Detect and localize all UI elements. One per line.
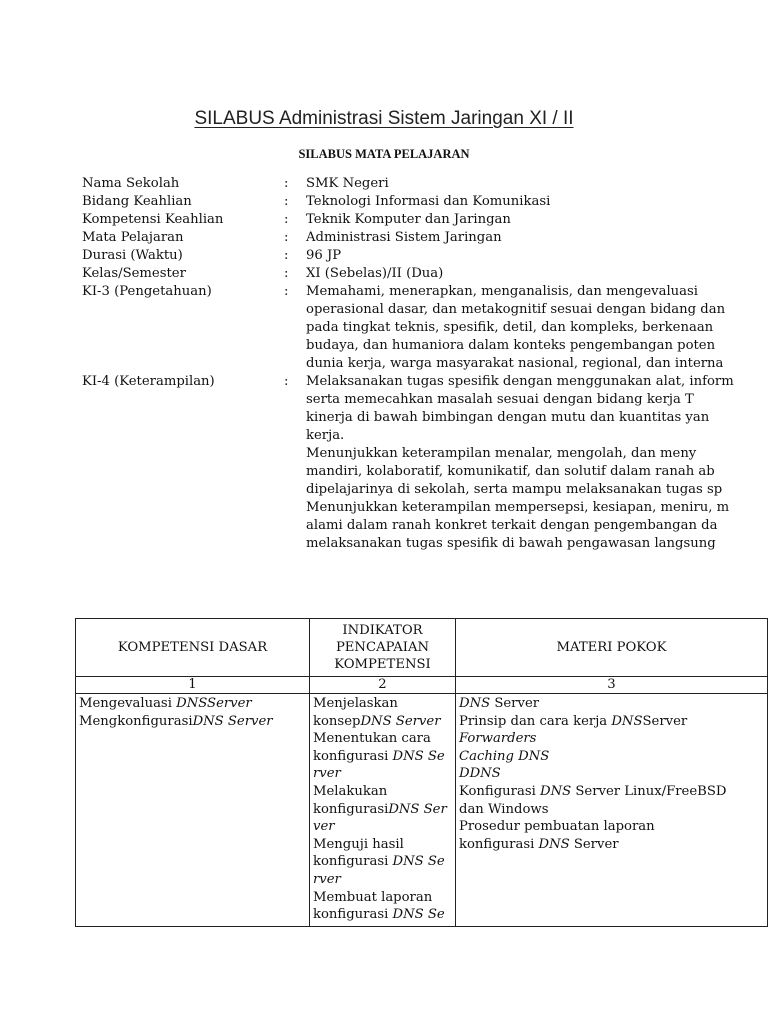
- indikator-cell: [310, 694, 456, 927]
- info-value-line: operasional dasar, dan metakognitif sesuai dengan bidang dan: [306, 302, 726, 317]
- text-run: DNS: [611, 713, 643, 729]
- materi-pokok-line: [459, 748, 764, 766]
- text-run: ver: [313, 819, 335, 835]
- indikator-line: [313, 801, 452, 819]
- info-value-line: dipelajarinya di sekolah, serta mampu melaksanakan tugas sp: [306, 482, 723, 497]
- info-label: Kompetensi Keahlian: [82, 212, 224, 227]
- info-label: KI-4 (Keterampilan): [82, 374, 215, 389]
- info-value-line: Administrasi Sistem Jaringan: [306, 230, 502, 245]
- info-value-line: Menunjukkan keterampilan mempersepsi, kesiapan, meniru, m: [306, 500, 730, 515]
- text-run: Mengkonfigurasi: [79, 713, 193, 729]
- indikator-line: [313, 730, 452, 748]
- info-colon: :: [284, 266, 289, 281]
- text-run: Caching DNS: [459, 748, 550, 764]
- document-subtitle: SILABUS MATA PELAJARAN: [298, 147, 470, 161]
- info-value-line: Teknik Komputer dan Jaringan: [306, 212, 511, 227]
- indikator-line: [313, 836, 452, 854]
- text-run: Menentukan cara: [313, 731, 431, 747]
- text-run: DNS Server: [192, 713, 273, 729]
- kompetensi-dasar-cell: [76, 694, 310, 927]
- indikator-line: [313, 748, 452, 766]
- text-run: Forwarders: [459, 731, 537, 747]
- text-run: konfigurasi: [313, 801, 389, 817]
- indikator-line: [313, 871, 452, 889]
- text-run: DNS Ser: [388, 801, 447, 817]
- text-run: Konfigurasi: [459, 783, 541, 799]
- text-run: Membuat laporan: [313, 889, 433, 905]
- materi-pokok-line: [459, 783, 764, 801]
- text-run: konsep: [313, 713, 361, 729]
- text-run: Server: [642, 713, 688, 729]
- materi-pokok-cell: [456, 694, 768, 927]
- text-run: Prinsip dan cara kerja: [459, 713, 612, 729]
- text-run: DNS: [540, 783, 572, 799]
- info-value-line: 96 JP: [306, 248, 342, 263]
- info-value-line: melaksanakan tugas spesifik di bawah pengawasan langsung: [306, 536, 716, 551]
- indikator-line: [313, 818, 452, 836]
- text-run: Server: [569, 836, 619, 852]
- info-value: [306, 265, 768, 283]
- info-block: [82, 175, 768, 553]
- text-run: DNS Se: [392, 854, 445, 870]
- table-number-row: [76, 677, 768, 694]
- table-row: [76, 694, 768, 927]
- info-colon: :: [284, 248, 289, 263]
- text-run: konfigurasi: [313, 907, 393, 923]
- info-colon: :: [284, 212, 289, 227]
- info-value: [306, 175, 768, 193]
- info-row: [82, 373, 768, 553]
- indikator-line: [313, 695, 452, 713]
- header-indikator-line: KOMPETENSI: [334, 657, 431, 672]
- info-value-line: Teknologi Informasi dan Komunikasi: [306, 194, 551, 209]
- info-label: Durasi (Waktu): [82, 248, 183, 263]
- info-value: [306, 229, 768, 247]
- syllabus-table: [75, 618, 768, 927]
- kompetensi-dasar-line: [79, 713, 306, 731]
- header-indikator: [310, 619, 456, 677]
- text-run: rver: [313, 871, 341, 887]
- info-row: [82, 211, 768, 229]
- info-row: [82, 193, 768, 211]
- column-number: 3: [456, 677, 768, 694]
- text-run: DNS: [459, 696, 491, 711]
- text-run: Mengevaluasi: [79, 696, 177, 711]
- text-run: Menguji hasil: [313, 836, 404, 852]
- table-header-row: [76, 619, 768, 677]
- text-run: Server Linux/FreeBSD: [571, 783, 727, 799]
- text-run: rver: [313, 766, 341, 782]
- text-run: Menjelaskan: [313, 696, 398, 711]
- info-value-line: kerja.: [306, 428, 345, 443]
- materi-pokok-line: [459, 730, 764, 748]
- text-run: Prosedur pembuatan laporan: [459, 819, 655, 835]
- header-indikator-line: PENCAPAIAN: [335, 640, 430, 655]
- column-number: 2: [310, 677, 456, 694]
- info-colon: :: [284, 230, 289, 245]
- info-value-line: SMK Negeri: [306, 176, 389, 191]
- info-colon: :: [284, 194, 289, 209]
- indikator-line: [313, 783, 452, 801]
- info-row: [82, 283, 768, 373]
- text-run: DNS Se: [392, 748, 445, 764]
- info-label: Mata Pelajaran: [82, 230, 184, 245]
- header-kompetensi-dasar: KOMPETENSI DASAR: [76, 619, 310, 677]
- info-value-line: Menunjukkan keterampilan menalar, mengolah, dan meny: [306, 446, 697, 461]
- info-value-line: Memahami, menerapkan, menganalisis, dan mengevaluasi: [306, 284, 699, 299]
- info-label: Kelas/Semester: [82, 266, 186, 281]
- info-value-line: kinerja di bawah bimbingan dengan mutu dan kuantitas yan: [306, 410, 710, 425]
- indikator-line: [313, 906, 452, 924]
- info-value: [306, 283, 768, 373]
- text-run: konfigurasi: [459, 836, 539, 852]
- info-colon: :: [284, 374, 289, 389]
- text-run: konfigurasi: [313, 854, 393, 870]
- info-value: [306, 193, 768, 211]
- text-run: DNS Se: [392, 907, 445, 923]
- text-run: konfigurasi: [313, 748, 393, 764]
- info-value: [306, 211, 768, 229]
- info-row: [82, 175, 768, 193]
- indikator-line: [313, 853, 452, 871]
- materi-pokok-line: [459, 695, 764, 713]
- info-value-line: XI (Sebelas)/II (Dua): [306, 266, 444, 281]
- indikator-line: [313, 889, 452, 907]
- materi-pokok-line: [459, 818, 764, 836]
- info-value-line: pada tingkat teknis, spesifik, detil, dan kompleks, berkenaan: [306, 320, 714, 335]
- info-value-line: budaya, dan humaniora dalam konteks pengembangan poten: [306, 338, 716, 353]
- text-run: DDNS: [459, 766, 501, 782]
- info-value-line: dunia kerja, warga masyarakat nasional, regional, dan interna: [306, 356, 724, 371]
- info-colon: :: [284, 176, 289, 191]
- text-run: Melakukan: [313, 783, 388, 799]
- kompetensi-dasar-line: [79, 695, 306, 713]
- materi-pokok-line: [459, 765, 764, 783]
- info-row: [82, 229, 768, 247]
- materi-pokok-line: [459, 836, 764, 854]
- text-run: Server: [490, 696, 540, 711]
- info-label: Bidang Keahlian: [82, 194, 192, 209]
- document-title-text: SILABUS Administrasi Sistem Jaringan XI / II: [194, 108, 574, 129]
- text-run: DNSServer: [176, 696, 252, 711]
- info-label: KI-3 (Pengetahuan): [82, 284, 212, 299]
- info-value-line: serta memecahkan masalah sesuai dengan bidang kerja T: [306, 392, 694, 407]
- info-colon: :: [284, 284, 289, 299]
- info-value: [306, 247, 768, 265]
- header-indikator-line: INDIKATOR: [342, 623, 423, 638]
- info-value-line: alami dalam ranah konkret terkait dengan pengembangan da: [306, 518, 718, 533]
- text-run: DNS Server: [360, 713, 441, 729]
- indikator-line: [313, 765, 452, 783]
- document-title: [0, 108, 768, 130]
- header-materi-pokok: MATERI POKOK: [456, 619, 768, 677]
- info-label: Nama Sekolah: [82, 176, 180, 191]
- indikator-line: [313, 713, 452, 731]
- materi-pokok-line: [459, 801, 764, 819]
- info-row: [82, 247, 768, 265]
- info-value: [306, 373, 768, 553]
- info-value-line: mandiri, kolaboratif, komunikatif, dan solutif dalam ranah ab: [306, 464, 715, 479]
- info-value-line: Melaksanakan tugas spesifik dengan menggunakan alat, inform: [306, 374, 734, 389]
- text-run: DNS: [538, 836, 570, 852]
- materi-pokok-line: [459, 713, 764, 731]
- info-row: [82, 265, 768, 283]
- text-run: dan Windows: [459, 801, 549, 817]
- column-number: 1: [76, 677, 310, 694]
